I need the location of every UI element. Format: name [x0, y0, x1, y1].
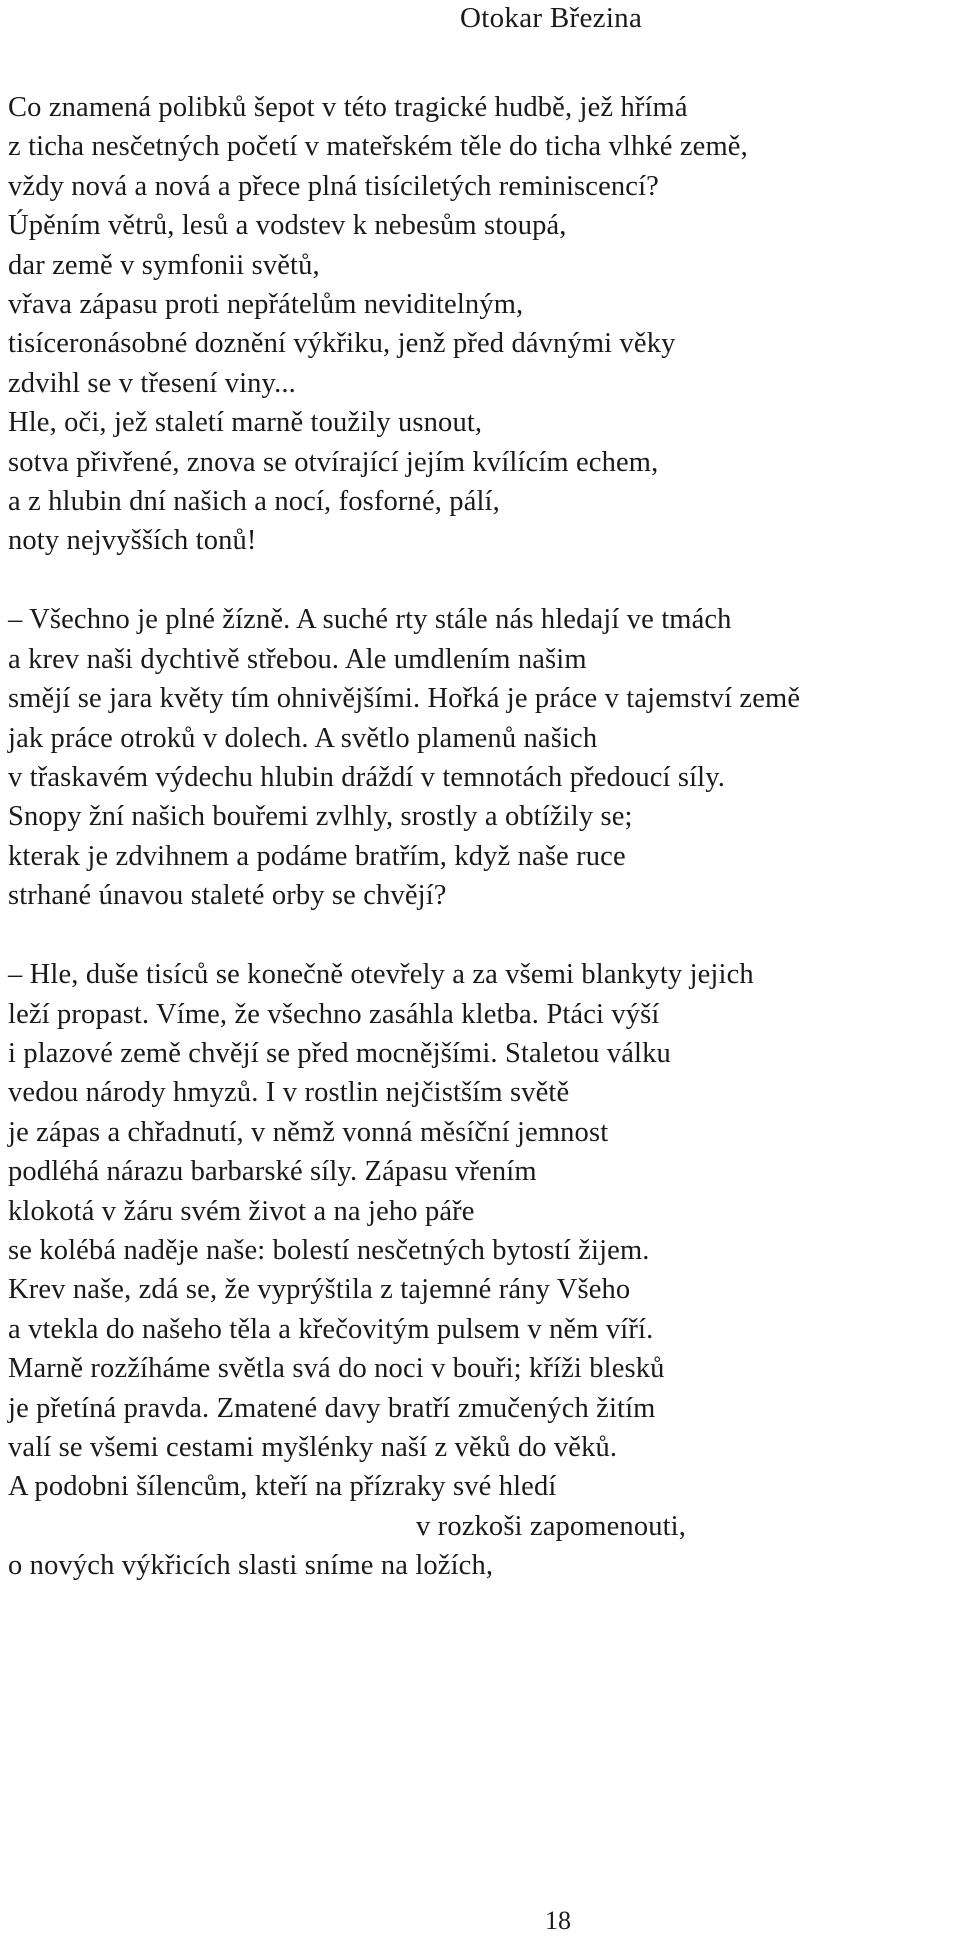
poem-line: leží propast. Víme, že všechno zasáhla kletba. Ptáci výší	[8, 998, 660, 1030]
poem-line: noty nejvyšších tonů!	[8, 525, 257, 557]
poem-line: i plazové země chvějí se před mocnějšími. Staletou válku	[8, 1037, 671, 1069]
poem-line: Co znamená polibků šepot v této tragické hudbě, jež hřímá	[8, 92, 688, 123]
poem-line: a krev naši dychtivě střebou. Ale umdlením našim	[8, 643, 587, 675]
poem-line: Krev naše, zdá se, že vyprýštila z tajemné rány Všeho	[8, 1274, 631, 1306]
poem-line: – Všechno je plné žízně. A suché rty stále nás hledají ve tmách	[8, 604, 732, 636]
poem-line: je zápas a chřadnutí, v němž vonná měsíční jemnost	[8, 1116, 609, 1148]
running-header-author: Otokar Březina	[460, 2, 643, 34]
poem-line: klokotá v žáru svém život a na jeho páře	[8, 1195, 475, 1227]
poem-line: je přetíná pravda. Zmatené davy bratří zmučených žitím	[8, 1392, 656, 1424]
poem-line: vedou národy hmyzů. I v rostlin nejčistším světě	[8, 1077, 570, 1109]
poem-line: smějí se jara květy tím ohnivějšími. Hořká je práce v tajemství země	[8, 683, 801, 715]
poem-line: o nových výkřicích slasti sníme na ložích,	[8, 1550, 494, 1582]
poem-line: z ticha nesčetných početí v mateřském těle do ticha vlhké země,	[8, 131, 748, 163]
poem-line: tisíceronásobné doznění výkřiku, jenž před dávnými věky	[8, 328, 676, 360]
poem-line: se kolébá naděje naše: bolestí nesčetných bytostí žijem.	[8, 1234, 650, 1266]
poem-line: jak práce otroků v dolech. A světlo plamenů našich	[8, 722, 598, 754]
poem-line-indented: v rozkoši zapomenouti,	[416, 1510, 687, 1542]
poem-line: Úpěním větrů, lesů a vodstev k nebesům stoupá,	[8, 210, 567, 242]
poem-line: Hle, oči, jež staletí marně toužily usnout,	[8, 407, 483, 439]
page-number: 18	[545, 1906, 571, 1935]
poem-line: Snopy žní našich bouřemi zvlhly, srostly a obtížily se;	[8, 801, 633, 833]
poem-line: – Hle, duše tisíců se konečně otevřely a za všemi blankyty jejich	[8, 959, 754, 991]
poem-line: kterak je zdvihnem a podáme bratřím, když naše ruce	[8, 840, 626, 872]
poem-body	[8, 88, 956, 1586]
poem-line: v třaskavém výdechu hlubin dráždí v temnotách předoucí síly.	[8, 762, 726, 793]
poem-line: zdvihl se v třesení viny...	[8, 367, 296, 399]
poem-line: a z hlubin dní našich a nocí, fosforné, pálí,	[8, 486, 500, 518]
poem-line: podléhá nárazu barbarské síly. Zápasu vřením	[8, 1156, 537, 1188]
stanza-3	[8, 955, 956, 1586]
poem-line: sotva přivřené, znova se otvírající jejím kvílícím echem,	[8, 446, 659, 478]
poem-line: strhané únavou staleté orby se chvějí?	[8, 880, 447, 912]
poem-line: a vtekla do našeho těla a křečovitým pulsem v něm víří.	[8, 1313, 654, 1345]
poem-line: vřava zápasu proti nepřátelům neviditelným,	[8, 289, 524, 321]
poem-line: valí se všemi cestami myšlénky naší z věků do věků.	[8, 1432, 618, 1463]
stanza-1	[8, 88, 956, 561]
poem-line: dar země v symfonii světů,	[8, 249, 320, 281]
poem-line: A podobni šílencům, kteří na přízraky své hledí	[8, 1471, 557, 1503]
stanza-2	[8, 600, 956, 915]
poem-line: vždy nová a nová a přece plná tisíciletých reminiscencí?	[8, 170, 659, 202]
poem-line: Marně rozžíháme světla svá do noci v bouři; kříži blesků	[8, 1353, 665, 1385]
